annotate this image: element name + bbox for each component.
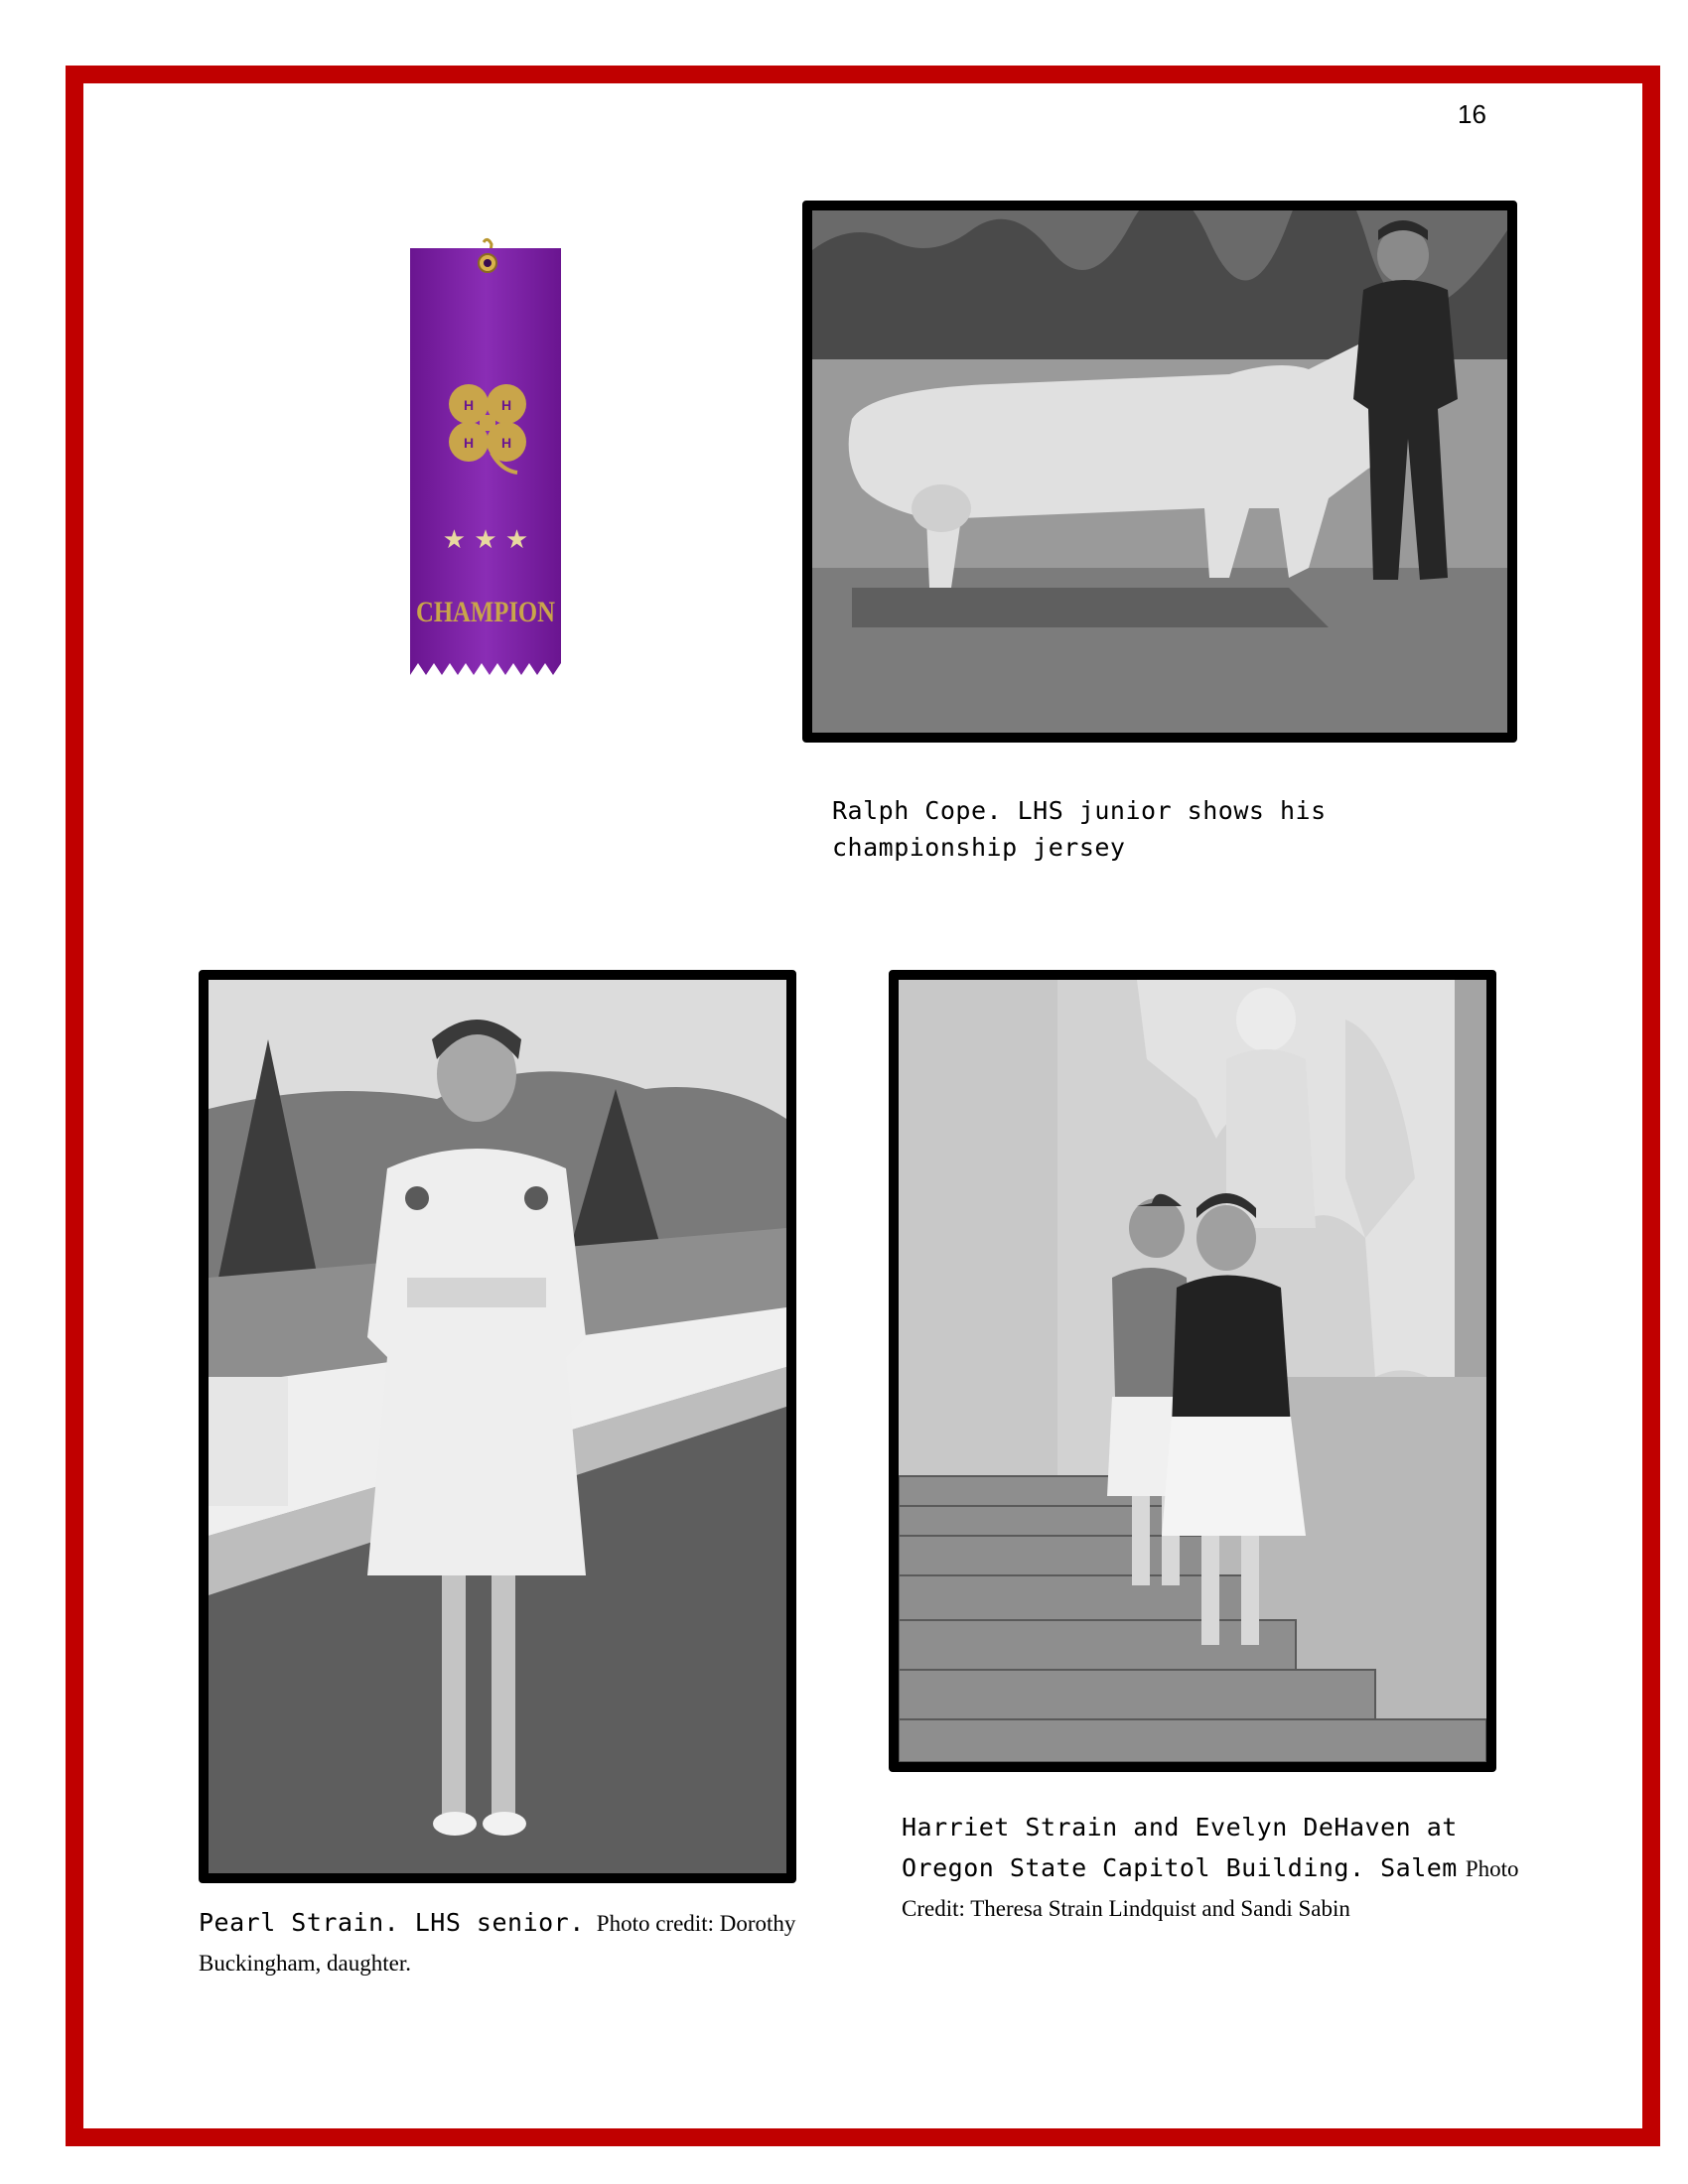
caption-pearl-strain (199, 1904, 834, 1984)
page-number: 16 (1458, 99, 1486, 129)
caption-pearl-credit: Photo credit: Dorothy Buckingham, daughter. (199, 1911, 796, 1976)
caption-ralph-cope: Ralph Cope. LHS junior shows his championship jersey (832, 796, 1327, 862)
ribbon-label: CHAMPION (416, 596, 556, 628)
caption-harriet-title: Harriet Strain and Evelyn DeHaven at Oregon State Capitol Building. Salem (902, 1813, 1458, 1882)
photo-harriet-evelyn (889, 970, 1496, 1772)
caption-harriet-evelyn (902, 1809, 1537, 1930)
caption-pearl-title: Pearl Strain. LHS senior. (199, 1908, 585, 1937)
photo-pearl-strain (199, 970, 796, 1883)
caption-harriet-credit: Photo Credit: Theresa Strain Lindquist and Sandi Sabin (902, 1856, 1519, 1921)
svg-text:H: H (464, 397, 475, 413)
champion-ribbon (402, 236, 571, 683)
svg-text:H: H (501, 435, 512, 451)
svg-text:H: H (464, 435, 475, 451)
photo-cow (802, 201, 1517, 743)
ribbon-stars: ★ ★ ★ (442, 525, 529, 555)
svg-text:H: H (501, 397, 512, 413)
